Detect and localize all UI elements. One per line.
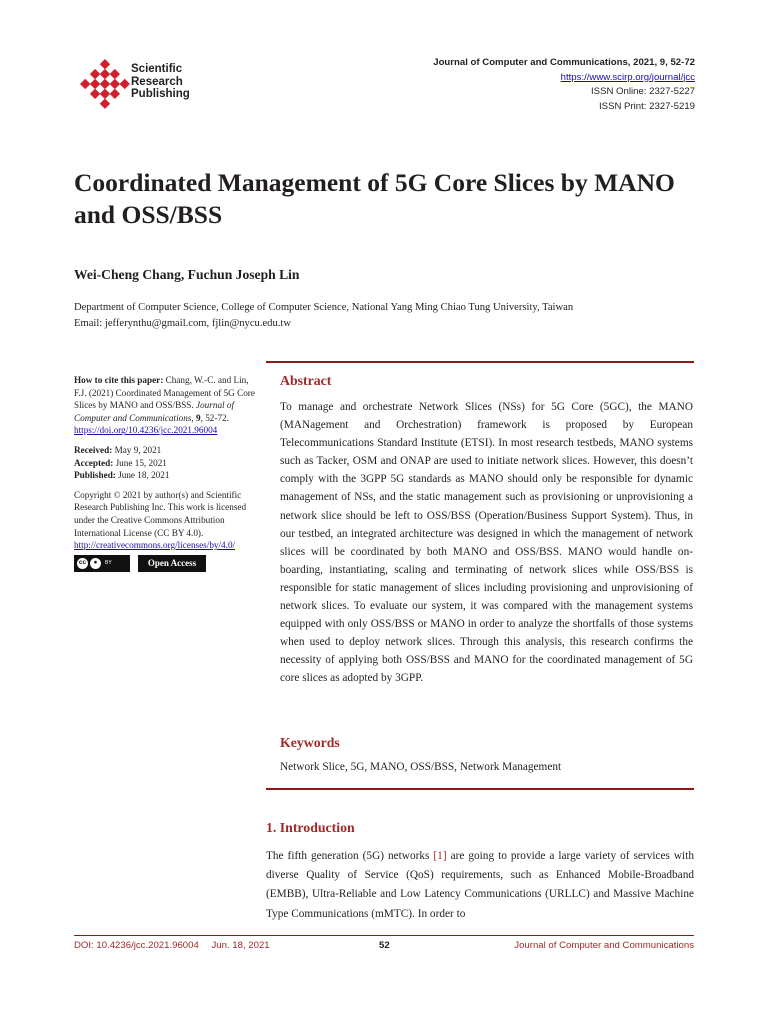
keywords-heading: Keywords [280,735,340,750]
accepted-label: Accepted: [74,457,114,468]
publisher-line: Research [131,75,183,88]
cite-journal: Journal of Computer and Communications, [74,400,235,423]
logo-diamond [100,99,110,109]
journal-url-link[interactable]: https://www.scirp.org/journal/jcc [560,71,695,83]
cite-volume: 9 [196,412,201,423]
issn-print: ISSN Print: 2327-5219 [599,100,695,112]
cite-text: Chang, W.-C. and Lin, F.J. (2021) Coordinated Management of 5G Core Slices by MANO and OSS/BSS. [74,375,255,411]
email: Email: jefferynthu@gmail.com, fjlin@nycu.edu.tw [74,318,292,329]
copyright-text: Copyright © 2021 by author(s) and Scientific Research Publishing Inc. This work is licensed under the Creative Commons Attribution International License (CC BY 4.0). [74,489,247,538]
accepted-date: June 15, 2021 [115,457,167,468]
issn-online: ISSN Online: 2327-5227 [591,86,695,98]
page-footer [74,940,694,951]
footer-rule [74,935,694,936]
journal-header [433,56,695,114]
received-date: May 9, 2021 [114,444,162,455]
received-label: Received: [74,444,113,455]
introduction-heading: 1. Introduction [266,820,355,835]
logo-diamond [100,89,110,99]
abstract-text: To manage and orchestrate Network Slices (NSs) for 5G Core (5GC), the MANO (MANagement and Orchestration) framework is proposed by European Telecommunications Standard Institute (ETSI). In most research testbeds, MANO systems such as Tacker, OSM and ONAP are used to initiate network slices. However, this doesn’t comply with the 3GPP 5G standards as MANO should only be responsible for dynamic management of NSs, and the static management such as provisioning or unprovisioning a network slice should be left to OSS/BSS (Operation/Business Support System). Thus, in our testbed, an integrated architecture was designed in which the management of network slices will be coordinated by both MANO and OSS/BSS. MANO would handle on-boarding, instantiating, scaling and terminating of network slices while OSS/BSS is responsible for static management of slices including provisioning and unprovisioning of network slices. To evaluate our system, it was compared with the management systems equipped with only OSS/BSS or MANO in order to analyze the shortfalls of those systems when used to deploy network slices. Through this analysis, this research confirms the necessity of applying both OSS/BSS and MANO for the coordinated management of 5G core slices as adopted by 3GPP. [280,401,693,685]
person-icon: ● [90,558,101,569]
journal-citation: Journal of Computer and Communications, 2021, 9, 52-72 [433,57,695,68]
logo-diamond [80,79,90,89]
logo-diamond [110,69,120,79]
citation-block [74,374,262,437]
logo-diamond [100,59,110,69]
logo-diamond [100,79,110,89]
logo-diamond [110,79,120,89]
publisher-line: Scientific [131,63,183,75]
license-link[interactable]: http://creativecommons.org/licenses/by/4.0/ [74,540,236,551]
doi-link[interactable]: https://doi.org/10.4236/jcc.2021.96004 [74,425,218,436]
footer-date: Jun. 18, 2021 [211,940,270,951]
publisher-line: Publishing [131,88,190,100]
footer-doi: DOI: 10.4236/jcc.2021.96004 [74,940,199,951]
logo-diamond [90,69,100,79]
cite-pages: , 52-72. [200,412,229,423]
published-label: Published: [74,470,116,481]
intro-text-rest: are going to provide a large variety of services with diverse Quality of Service (QoS) requirements, such as Enhanced Mobile-Broadband (EMBB), Ultra-Reliable and Low Latency Communications (URLLC) and Massive Machine Type Communications (mMTC). In order to [266,850,694,920]
cc-by-icon[interactable] [74,555,130,572]
keywords-text: Network Slice, 5G, MANO, OSS/BSS, Network Management [280,761,562,773]
affiliation-block [74,300,573,332]
abstract-heading: Abstract [280,373,332,388]
logo-diamond [90,89,100,99]
page-number: 52 [379,940,390,951]
copyright-block [74,489,262,552]
affiliation: Department of Computer Science, College of Computer Science, National Yang Ming Chiao Tung University, Taiwan [74,302,574,313]
sidebar [74,374,262,572]
dates-block [74,444,262,482]
open-access-badge: Open Access [138,555,206,572]
published-date: June 18, 2021 [118,470,170,481]
introduction-text [266,847,694,924]
intro-text-start: The fifth generation (5G) networks [266,850,434,862]
logo-diamond [90,79,100,89]
logo-diamond [120,79,130,89]
logo-diamond [100,69,110,79]
author-list: Wei-Cheng Chang, Fuchun Joseph Lin [74,267,300,282]
footer-journal: Journal of Computer and Communications [514,940,694,951]
abstract-top-rule [266,361,694,363]
paper-title: Coordinated Management of 5G Core Slices by MANO and OSS/BSS [74,168,675,229]
license-badges [74,555,262,572]
abstract-bottom-rule [266,788,694,790]
cite-label: How to cite this paper: [74,375,164,385]
publisher-name [131,63,190,101]
cc-icon: cc [77,558,88,569]
by-mark: BY [105,559,112,566]
logo-diamond [110,89,120,99]
reference-link[interactable]: [1] [433,850,447,862]
